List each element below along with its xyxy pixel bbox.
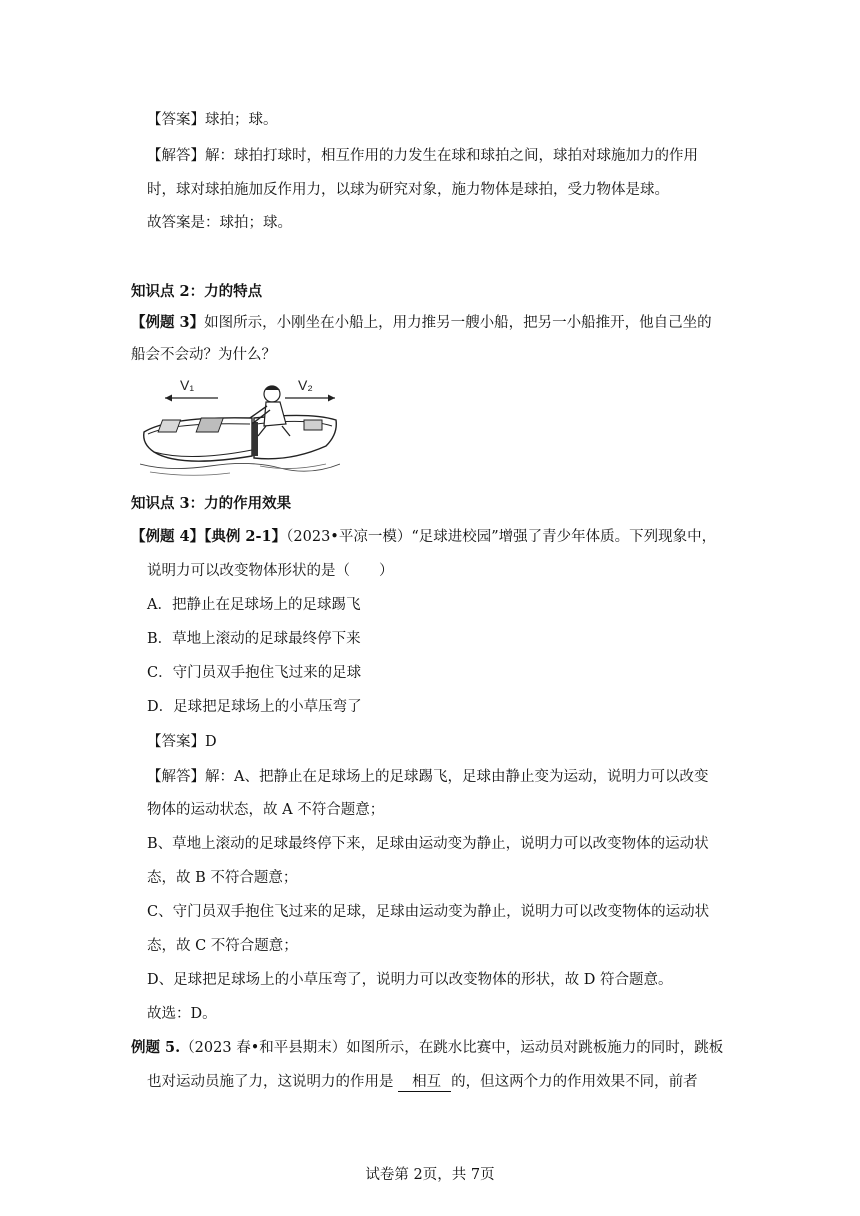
explanation-line: 态，故 C 不符合题意； bbox=[147, 938, 298, 954]
explanation-line: C、守门员双手抱住飞过来的足球，足球由运动变为静止，说明力可以改变物体的运动状 bbox=[147, 904, 710, 920]
knowledge-point-heading: 知识点 2：力的特点 bbox=[131, 283, 263, 300]
example-5-label: 例题 5. bbox=[131, 1039, 181, 1056]
example-5-line-2-after: 的，但这两个力的作用效果不同，前者 bbox=[451, 1074, 698, 1090]
example-5-line-1: （2023 春•和平县期末）如图所示，在跳水比赛中，运动员对跳板施力的同时，跳板 bbox=[180, 1040, 724, 1056]
explanation-line: 时，球对球拍施加反作用力，以球为研究对象，施力物体是球拍，受力物体是球。 bbox=[147, 182, 669, 198]
example-4-line-1: （2023•平凉一模）“足球进校园”增强了青少年体质。下列现象中， bbox=[286, 529, 717, 545]
example-3-line-1: 如图所示，小刚坐在小船上，用力推另一艘小船，把另一小船推开，他自己坐的 bbox=[204, 315, 712, 331]
answer-line: 【答案】D bbox=[147, 734, 217, 750]
water-line bbox=[150, 472, 230, 475]
water-line bbox=[260, 464, 326, 469]
example-3-label: 【例题 3】 bbox=[131, 314, 205, 331]
example-5-line-2 bbox=[147, 1072, 698, 1092]
option-a: A．把静止在足球场上的足球踢飞 bbox=[147, 597, 361, 613]
example-4-label: 【例题 4】【典例 2-1】 bbox=[131, 528, 287, 545]
answer-line: 【答案】球拍；球。 bbox=[147, 112, 278, 128]
conclusion-line: 故答案是：球拍；球。 bbox=[147, 215, 292, 231]
page-footer: 试卷第 2页，共 7页 bbox=[365, 1167, 495, 1183]
example-4-text bbox=[131, 527, 716, 547]
water-line bbox=[140, 463, 340, 471]
option-d: D．足球把足球场上的小草压弯了 bbox=[147, 699, 362, 715]
explanation-line: D、足球把足球场上的小草压弯了，说明力可以改变物体的形状，故 D 符合题意。 bbox=[147, 972, 673, 988]
explanation-line: 【解答】解：A、把静止在足球场上的足球踢飞，足球由静止变为运动，说明力可以改变 bbox=[147, 769, 709, 785]
boat-push-figure bbox=[140, 372, 340, 480]
v2-arrow-head bbox=[328, 395, 335, 402]
example-5-blank-answer: 相互 bbox=[398, 1073, 451, 1092]
knowledge-point-heading: 知识点 3：力的作用效果 bbox=[131, 495, 292, 512]
explanation-line: 【解答】解：球拍打球时，相互作用的力发生在球和球拍之间，球拍对球施加力的作用 bbox=[147, 148, 698, 164]
v1-label: V₁ bbox=[180, 377, 195, 393]
example-3-line-2: 船会不会动？为什么？ bbox=[131, 347, 276, 363]
option-b: B．草地上滚动的足球最终停下来 bbox=[147, 631, 361, 647]
left-boat bbox=[144, 418, 252, 461]
explanation-line: 物体的运动状态，故 A 不符合题意； bbox=[147, 802, 385, 818]
explanation-line: B、草地上滚动的足球最终停下来，足球由运动变为静止，说明力可以改变物体的运动状 bbox=[147, 836, 709, 852]
example-5-text bbox=[131, 1038, 723, 1058]
option-c: C．守门员双手抱住飞过来的足球 bbox=[147, 665, 362, 681]
example-4-line-2: 说明力可以改变物体形状的是（ ） bbox=[147, 563, 394, 579]
explanation-line: 态，故 B 不符合题意； bbox=[147, 870, 298, 886]
v1-arrow-head bbox=[165, 395, 172, 402]
example-3-text bbox=[131, 313, 712, 333]
v2-label: V₂ bbox=[298, 377, 313, 393]
conclusion-line: 故选：D。 bbox=[147, 1006, 217, 1022]
example-5-line-2-before: 也对运动员施了力，这说明力的作用是 bbox=[147, 1074, 394, 1090]
